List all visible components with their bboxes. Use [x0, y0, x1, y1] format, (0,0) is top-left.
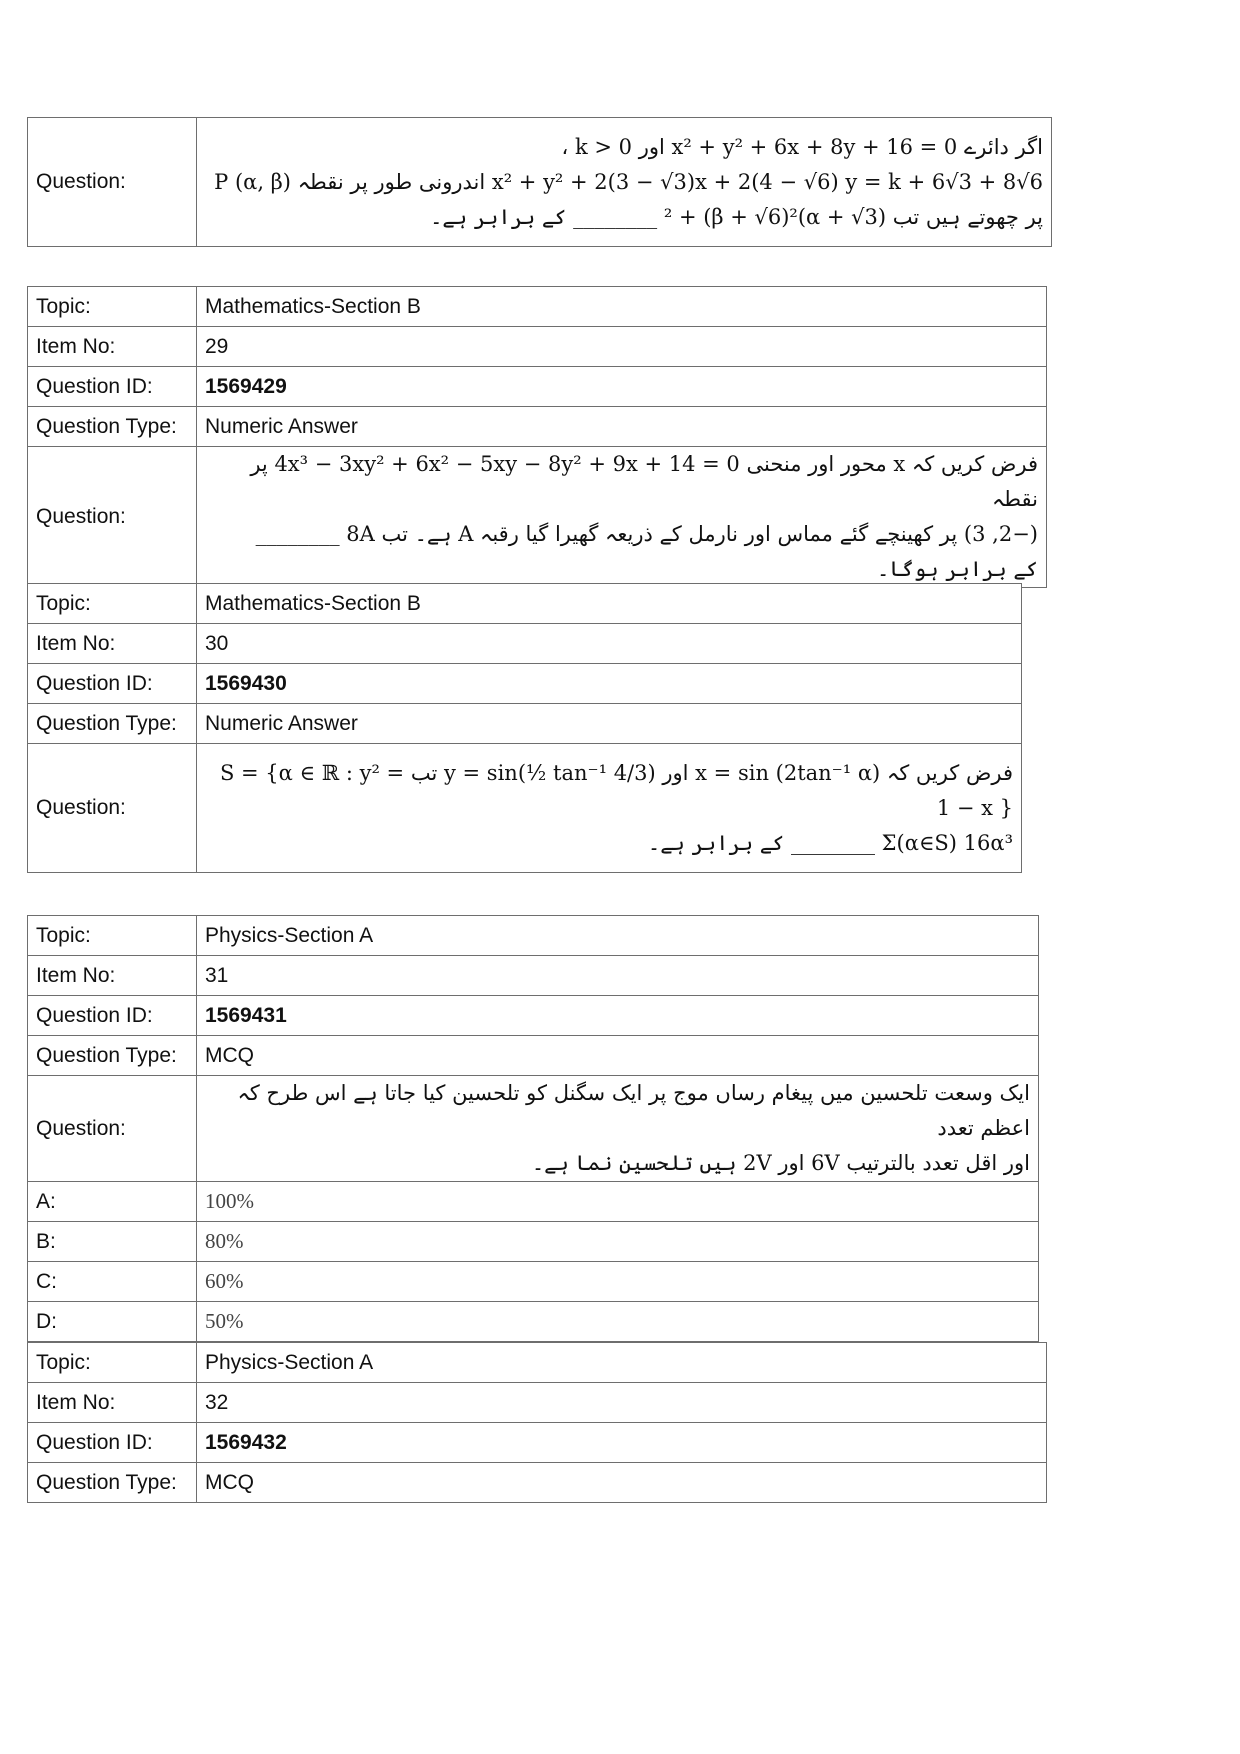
question-id-value: 1569431 [197, 996, 1039, 1036]
question-text [197, 1076, 1039, 1182]
question-type-label: Question Type: [28, 407, 197, 447]
question-type-row [28, 1036, 1039, 1076]
question-type-value: Numeric Answer [197, 407, 1047, 447]
question-id-row [28, 1423, 1047, 1463]
topic-value: Physics-Section A [197, 1343, 1047, 1383]
question-type-value: Numeric Answer [197, 704, 1022, 744]
option-row-d [28, 1302, 1039, 1342]
topic-row [28, 584, 1022, 624]
question-line-3: پر چھوتے ہیں تب (α + √3)² + (β + √6)² ________ کے برابر ہے۔ [430, 204, 1043, 229]
topic-label: Topic: [28, 584, 197, 624]
question-id-value: 1569432 [197, 1423, 1047, 1463]
option-d-label: D: [28, 1302, 197, 1342]
item-value: 29 [197, 327, 1047, 367]
question-30-table [27, 583, 1022, 873]
question-id-row [28, 664, 1022, 704]
question-row [28, 447, 1047, 588]
question-29-table [27, 286, 1047, 588]
question-type-label: Question Type: [28, 1463, 197, 1503]
question-line-1: فرض کریں کہ x = sin (2tan⁻¹ α) اور y = sin(½ tan⁻¹ 4/3) تب S = {α ∈ ℝ : y² = 1 − x } [219, 760, 1013, 820]
question-label: Question: [28, 447, 197, 588]
item-label: Item No: [28, 956, 197, 996]
topic-value: Mathematics-Section B [197, 287, 1047, 327]
option-row-c [28, 1262, 1039, 1302]
question-line-1: ایک وسعت تلحسین میں پیغام رساں موج پر ایک سگنل کو تلحسین کیا جاتا ہے اس طرح کہ اعظم تعدد [237, 1081, 1030, 1140]
topic-label: Topic: [28, 287, 197, 327]
item-label: Item No: [28, 327, 197, 367]
item-value: 32 [197, 1383, 1047, 1423]
question-row [28, 744, 1022, 873]
question-id-label: Question ID: [28, 664, 197, 704]
question-text [197, 118, 1052, 247]
question-id-value: 1569429 [197, 367, 1047, 407]
option-b-label: B: [28, 1222, 197, 1262]
item-label: Item No: [28, 624, 197, 664]
topic-row [28, 916, 1039, 956]
topic-label: Topic: [28, 916, 197, 956]
option-row-b [28, 1222, 1039, 1262]
question-id-label: Question ID: [28, 996, 197, 1036]
question-32-table [27, 1342, 1047, 1503]
item-value: 31 [197, 956, 1039, 996]
question-type-row [28, 1463, 1047, 1503]
item-label: Item No: [28, 1383, 197, 1423]
question-id-row [28, 996, 1039, 1036]
option-c-label: C: [28, 1262, 197, 1302]
question-id-label: Question ID: [28, 1423, 197, 1463]
question-line-2: (−2, 3) پر کھینچے گئے مماس اور نارمل کے ذریعہ گھیرا گیا رقبہ A ہے۔ تب 8A ________ [255, 522, 1038, 546]
question-type-row [28, 407, 1047, 447]
question-28-table [27, 117, 1052, 247]
question-line-3: کے برابر ہوگا۔ [876, 557, 1038, 581]
question-label: Question: [28, 118, 197, 247]
question-type-label: Question Type: [28, 1036, 197, 1076]
item-row [28, 327, 1047, 367]
question-id-label: Question ID: [28, 367, 197, 407]
question-label: Question: [28, 744, 197, 873]
topic-value: Physics-Section A [197, 916, 1039, 956]
question-line-2: اور اقل تعدد بالترتیب 6V اور 2V ہیں تلحسین نما ہے۔ [531, 1151, 1030, 1175]
topic-row [28, 1343, 1047, 1383]
question-type-value: MCQ [197, 1036, 1039, 1076]
question-line-1: فرض کریں کہ x محور اور منحنی 4x³ − 3xy² + 6x² − 5xy − 8y² + 9x + 14 = 0 پر نقطہ [250, 452, 1038, 511]
item-row [28, 1383, 1047, 1423]
question-id-row [28, 367, 1047, 407]
question-type-value: MCQ [197, 1463, 1047, 1503]
option-b-value: 80% [197, 1222, 1039, 1262]
question-type-label: Question Type: [28, 704, 197, 744]
topic-value: Mathematics-Section B [197, 584, 1022, 624]
item-value: 30 [197, 624, 1022, 664]
question-31-table [27, 915, 1039, 1342]
question-line-2: Σ(α∈S) 16α³ ________ کے برابر ہے۔ [647, 830, 1013, 855]
topic-label: Topic: [28, 1343, 197, 1383]
option-row-a [28, 1182, 1039, 1222]
option-a-label: A: [28, 1182, 197, 1222]
option-d-value: 50% [197, 1302, 1039, 1342]
item-row [28, 956, 1039, 996]
option-c-value: 60% [197, 1262, 1039, 1302]
question-type-row [28, 704, 1022, 744]
question-label: Question: [28, 1076, 197, 1182]
question-line-1: اگر دائرے x² + y² + 6x + 8y + 16 = 0 اور k > 0 ، [561, 134, 1043, 159]
question-text [197, 447, 1047, 588]
question-id-value: 1569430 [197, 664, 1022, 704]
question-row [28, 1076, 1039, 1182]
question-text [197, 744, 1022, 873]
topic-row [28, 287, 1047, 327]
option-a-value: 100% [197, 1182, 1039, 1222]
question-row [28, 118, 1052, 247]
item-row [28, 624, 1022, 664]
question-line-2: x² + y² + 2(3 − √3)x + 2(4 − √6) y = k + 6√3 + 8√6 اندرونی طور پر نقطہ P (α, β) [214, 169, 1043, 194]
